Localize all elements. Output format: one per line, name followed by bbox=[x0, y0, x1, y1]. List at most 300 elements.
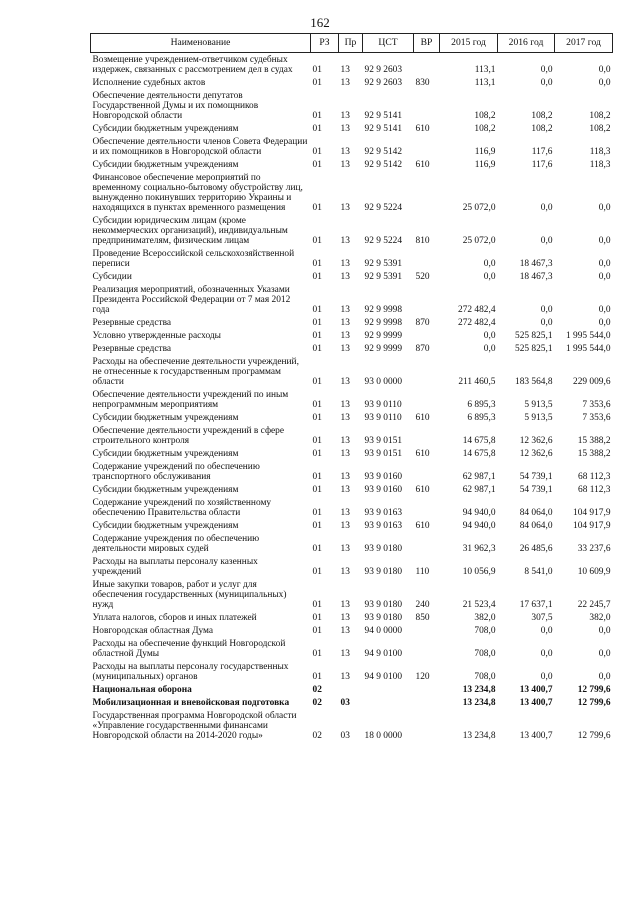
table-header bbox=[91, 34, 613, 53]
cell-pr: 13 bbox=[340, 377, 350, 387]
table-row bbox=[91, 578, 613, 611]
table-row bbox=[91, 316, 613, 329]
cell-cst: 92 9 9999 bbox=[364, 344, 402, 354]
cell-vr: 870 bbox=[415, 318, 430, 328]
header-name: Наименование bbox=[91, 34, 311, 53]
cell-2015: 6 895,3 bbox=[467, 400, 496, 410]
cell-vr: 610 bbox=[415, 160, 430, 170]
cell-pr: 13 bbox=[340, 124, 350, 134]
cell-2015: 10 056,9 bbox=[462, 567, 496, 577]
cell-2017: 1 995 544,0 bbox=[565, 344, 611, 354]
cell-pr: 13 bbox=[340, 305, 350, 315]
cell-name: Субсидии бюджетным учреждениям bbox=[92, 449, 239, 459]
cell-2015: 62 987,1 bbox=[462, 485, 496, 495]
cell-cst: 18 0 0000 bbox=[364, 731, 402, 741]
cell-2015: 14 675,8 bbox=[462, 436, 496, 446]
table-row bbox=[91, 624, 613, 637]
cell-rz: 01 bbox=[312, 413, 322, 423]
cell-name: Субсидии бюджетным учреждениям bbox=[92, 521, 239, 531]
cell-vr bbox=[414, 624, 440, 637]
cell-2016: 54 739,1 bbox=[519, 485, 553, 495]
cell-rz: 01 bbox=[312, 377, 322, 387]
cell-name: Содержание учреждения по обеспечению деятельности мировых судей bbox=[92, 534, 260, 554]
table-row bbox=[91, 683, 613, 696]
cell-vr bbox=[414, 388, 440, 411]
cell-2015: 0,0 bbox=[483, 344, 496, 354]
cell-2017: 7 353,6 bbox=[582, 413, 611, 423]
table-row bbox=[91, 519, 613, 532]
cell-vr: 610 bbox=[415, 124, 430, 134]
cell-2016: 5 913,5 bbox=[524, 413, 553, 423]
cell-name: Субсидии bbox=[92, 272, 132, 282]
cell-rz: 01 bbox=[312, 436, 322, 446]
cell-rz: 01 bbox=[312, 613, 322, 623]
cell-cst: 93 9 0163 bbox=[364, 521, 402, 531]
cell-rz: 01 bbox=[312, 344, 322, 354]
cell-2016: 0,0 bbox=[540, 672, 553, 682]
cell-name: Расходы на обеспечение деятельности учреждений, не отнесенные к государственным программам области bbox=[92, 357, 299, 387]
cell-name: Субсидии бюджетным учреждениям bbox=[92, 413, 239, 423]
cell-vr: 850 bbox=[415, 613, 430, 623]
cell-pr: 13 bbox=[340, 259, 350, 269]
cell-rz: 02 bbox=[312, 731, 322, 741]
cell-vr bbox=[414, 247, 440, 270]
cell-pr: 03 bbox=[340, 698, 350, 708]
cell-2015: 272 482,4 bbox=[458, 318, 496, 328]
cell-rz: 01 bbox=[312, 259, 322, 269]
cell-2016: 117,6 bbox=[531, 147, 553, 157]
cell-name: Условно утвержденные расходы bbox=[92, 331, 221, 341]
cell-2016: 5 913,5 bbox=[524, 400, 553, 410]
cell-pr: 13 bbox=[340, 521, 350, 531]
cell-2015: 25 072,0 bbox=[462, 203, 496, 213]
cell-2015: 14 675,8 bbox=[462, 449, 496, 459]
table-row bbox=[91, 447, 613, 460]
cell-2016: 18 467,3 bbox=[519, 259, 553, 269]
cell-rz: 01 bbox=[312, 508, 322, 518]
cell-2017: 22 245,7 bbox=[577, 600, 611, 610]
cell-vr bbox=[414, 171, 440, 214]
cell-name: Реализация мероприятий, обозначенных Указами Президента Российской Федерации от 7 мая 2012 года bbox=[92, 285, 291, 315]
cell-2016: 525 825,1 bbox=[515, 344, 553, 354]
table-row bbox=[91, 270, 613, 283]
cell-2016: 0,0 bbox=[540, 236, 553, 246]
table-row bbox=[91, 424, 613, 447]
cell-2015: 708,0 bbox=[474, 649, 496, 659]
cell-2016: 525 825,1 bbox=[515, 331, 553, 341]
cell-rz: 01 bbox=[312, 649, 322, 659]
table-row bbox=[91, 483, 613, 496]
cell-name: Иные закупки товаров, работ и услуг для обеспечения государственных (муниципальных) нужд bbox=[92, 580, 287, 610]
cell-name: Исполнение судебных актов bbox=[92, 78, 206, 88]
cell-2016: 84 064,0 bbox=[519, 508, 553, 518]
cell-2015: 113,1 bbox=[474, 78, 496, 88]
cell-name: Содержание учреждений по обеспечению транспортного обслуживания bbox=[92, 462, 260, 482]
table-row bbox=[91, 122, 613, 135]
cell-name: Резервные средства bbox=[92, 344, 172, 354]
header-rz: РЗ bbox=[311, 34, 339, 53]
table-row bbox=[91, 89, 613, 122]
cell-2015: 708,0 bbox=[474, 626, 496, 636]
cell-2016: 18 467,3 bbox=[519, 272, 553, 282]
cell-2015: 211 460,5 bbox=[458, 377, 496, 387]
cell-name: Обеспечение деятельности депутатов Государственной Думы и их помощников Новгородской области bbox=[92, 91, 259, 121]
cell-name: Государственная программа Новгородской области «Управление государственными финансами Новгородской области на 2014-2020 годы» bbox=[92, 711, 297, 741]
cell-rz: 01 bbox=[312, 600, 322, 610]
cell-2017: 12 799,6 bbox=[577, 685, 611, 695]
cell-pr: 13 bbox=[340, 413, 350, 423]
cell-pr: 13 bbox=[340, 160, 350, 170]
page-number: 162 bbox=[310, 15, 330, 30]
cell-2015: 0,0 bbox=[483, 331, 496, 341]
table-row bbox=[91, 460, 613, 483]
cell-2016: 307,5 bbox=[531, 613, 553, 623]
cell-name: Обеспечение деятельности учреждений по иным непрограммным мероприятиям bbox=[92, 390, 289, 410]
cell-vr: 240 bbox=[415, 600, 430, 610]
cell-2015: 116,9 bbox=[474, 160, 496, 170]
cell-vr: 610 bbox=[415, 413, 430, 423]
table-row bbox=[91, 611, 613, 624]
cell-name: Содержание учреждений по хозяйственному обеспечению Правительства области bbox=[92, 498, 272, 518]
cell-pr: 13 bbox=[340, 111, 350, 121]
cell-vr bbox=[414, 496, 440, 519]
cell-cst: 92 9 2603 bbox=[364, 78, 402, 88]
cell-pr: 13 bbox=[340, 649, 350, 659]
header-cst: ЦСТ bbox=[363, 34, 414, 53]
cell-cst: 93 9 0163 bbox=[364, 508, 402, 518]
cell-cst: 92 9 5142 bbox=[364, 160, 402, 170]
header-pr: Пр bbox=[339, 34, 363, 53]
cell-rz: 02 bbox=[312, 698, 322, 708]
table-row bbox=[91, 388, 613, 411]
cell-rz: 01 bbox=[312, 147, 322, 157]
cell-name: Субсидии бюджетным учреждениям bbox=[92, 160, 239, 170]
cell-2017: 118,3 bbox=[589, 147, 611, 157]
cell-pr: 03 bbox=[340, 731, 350, 741]
cell-rz: 01 bbox=[312, 485, 322, 495]
cell-2016: 117,6 bbox=[531, 160, 553, 170]
table-row bbox=[91, 247, 613, 270]
cell-2016: 84 064,0 bbox=[519, 521, 553, 531]
cell-pr: 13 bbox=[340, 65, 350, 75]
cell-rz: 01 bbox=[312, 318, 322, 328]
cell-2016: 13 400,7 bbox=[519, 698, 553, 708]
cell-name: Уплата налогов, сборов и иных платежей bbox=[92, 613, 257, 623]
cell-vr bbox=[414, 89, 440, 122]
cell-2017: 1 995 544,0 bbox=[565, 331, 611, 341]
cell-name: Возмещение учреждением-ответчиком судебных издержек, связанных с рассмотрением дел в судах bbox=[92, 55, 293, 75]
cell-vr: 610 bbox=[415, 521, 430, 531]
cell-2017: 68 112,3 bbox=[578, 485, 611, 495]
cell-vr bbox=[414, 53, 440, 77]
cell-2016: 17 637,1 bbox=[519, 600, 553, 610]
cell-pr: 13 bbox=[340, 78, 350, 88]
cell-name: Новгородская областная Дума bbox=[92, 626, 214, 636]
cell-2015: 31 962,3 bbox=[462, 544, 496, 554]
table-body bbox=[91, 53, 613, 743]
header-vr: ВР bbox=[414, 34, 440, 53]
cell-cst: 93 9 0180 bbox=[364, 600, 402, 610]
cell-2015: 108,2 bbox=[474, 124, 496, 134]
table-row bbox=[91, 496, 613, 519]
header-row bbox=[91, 34, 613, 53]
cell-pr: 13 bbox=[340, 508, 350, 518]
table-row bbox=[91, 171, 613, 214]
table-row bbox=[91, 158, 613, 171]
table-row bbox=[91, 53, 613, 77]
cell-cst: 93 9 0180 bbox=[364, 544, 402, 554]
cell-2017: 33 237,6 bbox=[577, 544, 611, 554]
cell-2017: 0,0 bbox=[598, 305, 611, 315]
cell-2017: 118,3 bbox=[589, 160, 611, 170]
cell-pr: 13 bbox=[340, 613, 350, 623]
cell-cst: 92 9 5224 bbox=[364, 203, 402, 213]
cell-rz: 01 bbox=[312, 111, 322, 121]
cell-vr bbox=[414, 696, 440, 709]
cell-2015: 382,0 bbox=[474, 613, 496, 623]
cell-vr: 120 bbox=[415, 672, 430, 682]
cell-2015: 62 987,1 bbox=[462, 472, 496, 482]
cell-2017: 0,0 bbox=[598, 78, 611, 88]
cell-name: Субсидии юридическим лицам (кроме некоммерческих организаций), индивидуальным предпринимателям, физическим лицам bbox=[92, 216, 288, 246]
table-row bbox=[91, 214, 613, 247]
cell-pr: 13 bbox=[340, 147, 350, 157]
cell-cst: 93 9 0160 bbox=[364, 485, 402, 495]
cell-2015: 108,2 bbox=[474, 111, 496, 121]
cell-2017: 104 917,9 bbox=[573, 508, 611, 518]
cell-rz: 01 bbox=[312, 672, 322, 682]
cell-2016: 13 400,7 bbox=[519, 685, 553, 695]
cell-cst: 94 0 0000 bbox=[364, 626, 402, 636]
cell-2017: 0,0 bbox=[598, 649, 611, 659]
cell-pr: 13 bbox=[340, 400, 350, 410]
cell-name: Обеспечение деятельности учреждений в сфере строительного контроля bbox=[92, 426, 285, 446]
table-row bbox=[91, 532, 613, 555]
table-row bbox=[91, 660, 613, 683]
cell-pr: 13 bbox=[340, 344, 350, 354]
cell-cst: 92 9 5224 bbox=[364, 236, 402, 246]
cell-2017: 0,0 bbox=[598, 203, 611, 213]
cell-2017: 7 353,6 bbox=[582, 400, 611, 410]
cell-pr: 13 bbox=[340, 567, 350, 577]
cell-2017: 10 609,9 bbox=[577, 567, 611, 577]
cell-name: Мобилизационная и вневойсковая подготовка bbox=[92, 698, 290, 708]
cell-2015: 272 482,4 bbox=[458, 305, 496, 315]
cell-cst: 92 9 5142 bbox=[364, 147, 402, 157]
cell-2016: 183 564,8 bbox=[515, 377, 553, 387]
cell-rz: 01 bbox=[312, 124, 322, 134]
cell-pr: 13 bbox=[340, 203, 350, 213]
cell-2017: 12 799,6 bbox=[577, 731, 611, 741]
cell-pr: 13 bbox=[340, 600, 350, 610]
cell-vr: 830 bbox=[415, 78, 430, 88]
cell-2016: 0,0 bbox=[540, 626, 553, 636]
cell-pr: 13 bbox=[340, 672, 350, 682]
cell-cst: 93 9 0110 bbox=[364, 413, 402, 423]
cell-rz: 01 bbox=[312, 521, 322, 531]
cell-2016: 0,0 bbox=[540, 305, 553, 315]
cell-rz: 01 bbox=[312, 567, 322, 577]
cell-pr bbox=[339, 683, 363, 696]
cell-pr: 13 bbox=[340, 449, 350, 459]
table-row bbox=[91, 555, 613, 578]
cell-cst: 93 9 0110 bbox=[364, 400, 402, 410]
cell-rz: 01 bbox=[312, 272, 322, 282]
cell-vr: 610 bbox=[415, 485, 430, 495]
cell-name: Проведение Всероссийской сельскохозяйственной переписи bbox=[92, 249, 295, 269]
cell-vr: 610 bbox=[415, 449, 430, 459]
cell-cst: 92 9 5391 bbox=[364, 272, 402, 282]
table-row bbox=[91, 76, 613, 89]
cell-pr: 13 bbox=[340, 331, 350, 341]
cell-vr bbox=[414, 355, 440, 388]
cell-cst: 93 9 0180 bbox=[364, 567, 402, 577]
cell-cst: 92 9 2603 bbox=[364, 65, 402, 75]
cell-2017: 382,0 bbox=[589, 613, 611, 623]
cell-rz: 01 bbox=[312, 544, 322, 554]
cell-pr: 13 bbox=[340, 626, 350, 636]
cell-cst: 94 9 0100 bbox=[364, 672, 402, 682]
cell-cst: 92 9 9998 bbox=[364, 305, 402, 315]
cell-pr: 13 bbox=[340, 272, 350, 282]
cell-rz: 01 bbox=[312, 331, 322, 341]
cell-cst: 92 9 5141 bbox=[364, 124, 402, 134]
cell-name: Национальная оборона bbox=[92, 685, 192, 695]
cell-vr bbox=[414, 329, 440, 342]
cell-name: Субсидии бюджетным учреждениям bbox=[92, 124, 239, 134]
table-row bbox=[91, 709, 613, 742]
cell-2017: 104 917,9 bbox=[573, 521, 611, 531]
cell-2017: 108,2 bbox=[589, 124, 611, 134]
cell-2015: 13 234,8 bbox=[462, 731, 496, 741]
cell-2016: 13 400,7 bbox=[519, 731, 553, 741]
cell-cst bbox=[363, 683, 414, 696]
cell-2015: 25 072,0 bbox=[462, 236, 496, 246]
table-row bbox=[91, 135, 613, 158]
cell-2017: 0,0 bbox=[598, 259, 611, 269]
cell-2016: 0,0 bbox=[540, 78, 553, 88]
header-2017: 2017 год bbox=[555, 34, 613, 53]
cell-rz: 02 bbox=[312, 685, 322, 695]
cell-cst: 93 0 0000 bbox=[364, 377, 402, 387]
cell-cst: 94 9 0100 bbox=[364, 649, 402, 659]
cell-2015: 113,1 bbox=[474, 65, 496, 75]
table-row bbox=[91, 355, 613, 388]
cell-2017: 68 112,3 bbox=[578, 472, 611, 482]
cell-2017: 15 388,2 bbox=[577, 436, 611, 446]
cell-name: Расходы на выплаты персоналу государственных (муниципальных) органов bbox=[92, 662, 289, 682]
cell-rz: 01 bbox=[312, 449, 322, 459]
cell-2017: 108,2 bbox=[589, 111, 611, 121]
cell-name: Обеспечение деятельности членов Совета Федерации и их помощников в Новгородской области bbox=[92, 137, 308, 157]
cell-rz: 01 bbox=[312, 236, 322, 246]
cell-name: Резервные средства bbox=[92, 318, 172, 328]
cell-cst: 93 9 0151 bbox=[364, 436, 402, 446]
cell-2016: 12 362,6 bbox=[519, 449, 553, 459]
cell-2016: 26 485,6 bbox=[519, 544, 553, 554]
cell-pr: 13 bbox=[340, 472, 350, 482]
cell-2016: 54 739,1 bbox=[519, 472, 553, 482]
cell-2016: 0,0 bbox=[540, 203, 553, 213]
cell-2015: 13 234,8 bbox=[462, 698, 496, 708]
cell-rz: 01 bbox=[312, 400, 322, 410]
cell-2015: 116,9 bbox=[474, 147, 496, 157]
cell-2016: 8 541,0 bbox=[524, 567, 553, 577]
cell-vr: 810 bbox=[415, 236, 430, 246]
cell-2015: 21 523,4 bbox=[462, 600, 496, 610]
cell-cst: 93 9 0180 bbox=[364, 613, 402, 623]
table-row bbox=[91, 342, 613, 355]
cell-cst: 92 9 9998 bbox=[364, 318, 402, 328]
cell-vr bbox=[414, 135, 440, 158]
cell-rz: 01 bbox=[312, 203, 322, 213]
cell-2017: 0,0 bbox=[598, 65, 611, 75]
cell-2015: 94 940,0 bbox=[462, 521, 496, 531]
cell-2016: 0,0 bbox=[540, 649, 553, 659]
cell-cst: 92 9 5141 bbox=[364, 111, 402, 121]
cell-2016: 108,2 bbox=[531, 124, 553, 134]
cell-2015: 94 940,0 bbox=[462, 508, 496, 518]
cell-cst: 92 9 5391 bbox=[364, 259, 402, 269]
cell-2016: 0,0 bbox=[540, 318, 553, 328]
cell-2017: 15 388,2 bbox=[577, 449, 611, 459]
cell-2015: 0,0 bbox=[483, 259, 496, 269]
cell-2017: 0,0 bbox=[598, 672, 611, 682]
cell-2017: 0,0 bbox=[598, 272, 611, 282]
header-2015: 2015 год bbox=[440, 34, 498, 53]
cell-pr: 13 bbox=[340, 544, 350, 554]
cell-pr: 13 bbox=[340, 318, 350, 328]
cell-vr bbox=[414, 683, 440, 696]
cell-vr bbox=[414, 424, 440, 447]
cell-rz: 01 bbox=[312, 78, 322, 88]
cell-name: Расходы на обеспечение функций Новгородской областной Думы bbox=[92, 639, 286, 659]
cell-rz: 01 bbox=[312, 65, 322, 75]
cell-rz: 01 bbox=[312, 305, 322, 315]
table-row bbox=[91, 637, 613, 660]
cell-vr bbox=[414, 709, 440, 742]
cell-rz: 01 bbox=[312, 626, 322, 636]
cell-cst: 92 9 9999 bbox=[364, 331, 402, 341]
table-row bbox=[91, 329, 613, 342]
cell-name: Финансовое обеспечение мероприятий по временному социально-бытовому обустройству лиц, вынужденно покинувших территорию Украины и находящихся в пунктах временного размещения bbox=[92, 173, 303, 213]
cell-2016: 0,0 bbox=[540, 65, 553, 75]
cell-vr bbox=[414, 532, 440, 555]
cell-cst: 93 9 0151 bbox=[364, 449, 402, 459]
cell-2016: 12 362,6 bbox=[519, 436, 553, 446]
cell-vr: 520 bbox=[415, 272, 430, 282]
cell-vr bbox=[414, 460, 440, 483]
budget-table bbox=[90, 33, 613, 742]
cell-2017: 12 799,6 bbox=[577, 698, 611, 708]
cell-vr: 870 bbox=[415, 344, 430, 354]
cell-2017: 0,0 bbox=[598, 318, 611, 328]
cell-pr: 13 bbox=[340, 436, 350, 446]
cell-2015: 708,0 bbox=[474, 672, 496, 682]
cell-2017: 0,0 bbox=[598, 626, 611, 636]
cell-pr: 13 bbox=[340, 236, 350, 246]
header-2016: 2016 год bbox=[498, 34, 555, 53]
cell-cst bbox=[363, 696, 414, 709]
cell-2015: 6 895,3 bbox=[467, 413, 496, 423]
table-row bbox=[91, 283, 613, 316]
cell-rz: 01 bbox=[312, 160, 322, 170]
cell-vr bbox=[414, 283, 440, 316]
cell-vr: 110 bbox=[415, 567, 430, 577]
cell-name: Субсидии бюджетным учреждениям bbox=[92, 485, 239, 495]
cell-2017: 0,0 bbox=[598, 236, 611, 246]
cell-2017: 229 009,6 bbox=[573, 377, 611, 387]
